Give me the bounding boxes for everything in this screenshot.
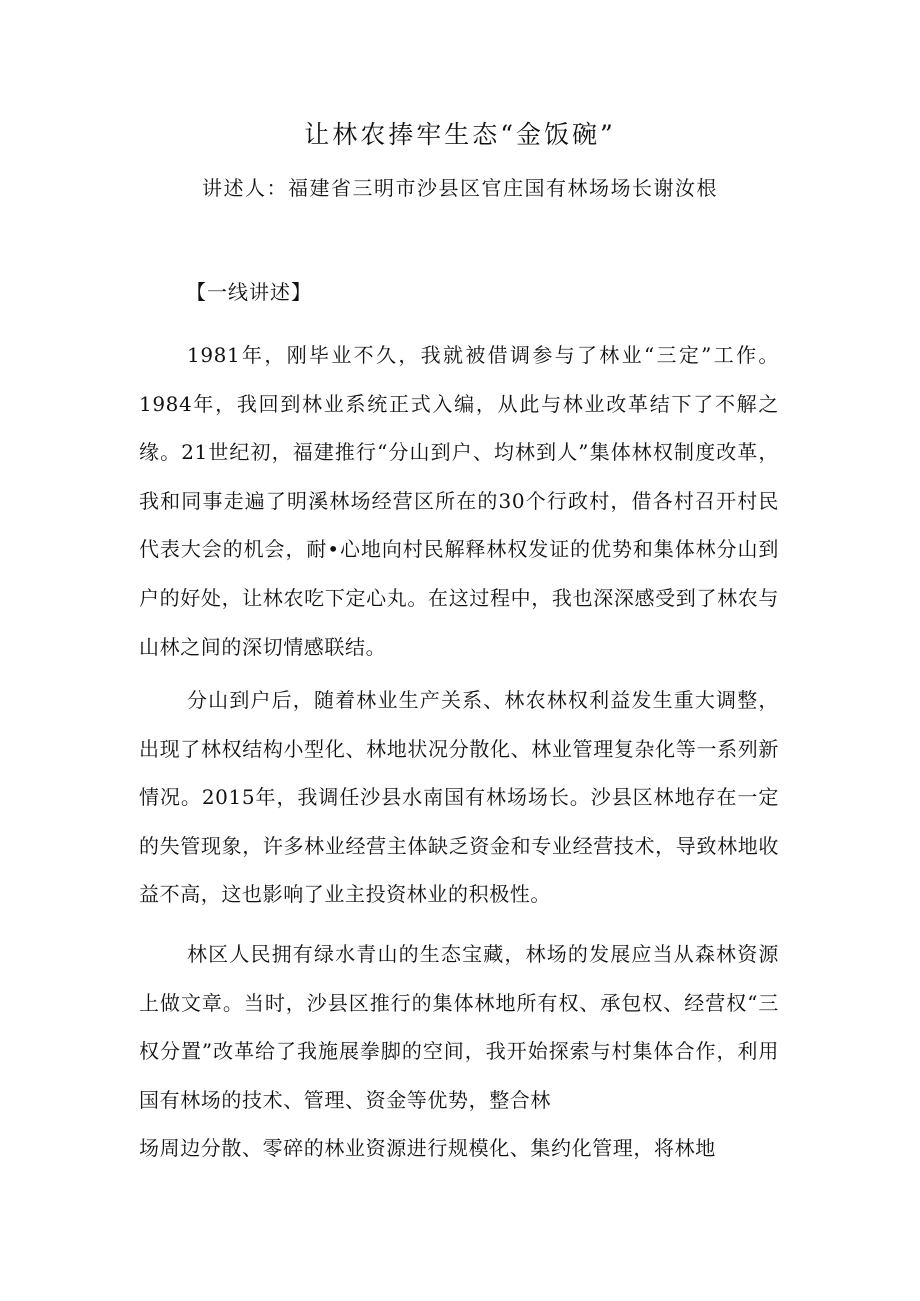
paragraph-1: 1981年，刚毕业不久，我就被借调参与了林业“三定”工作。1984年，我回到林业系统正式入编，从此与林业改革结下了不解之缘。21世纪初，福建推行“分山到户、均林到人”集体林权制度改革，我和同事走遍了明溪林场经营区所在的30个行政村，借各村召开村民代表大会的机会，耐•心地向村民解释林权发证的优势和集体林分山到户的好处，让林农吃下定心丸。在这过程中，我也深深感受到了林农与山林之间的深切情感联结。 — [139, 343, 779, 659]
paragraph-3-part-a: 林区人民拥有绿水青山的生态宝藏，林场的发展应当从森林资源上做文章。当时，沙县区推行的集体林地所有权、承包权、经营权“三权分置”改革给了我施展拳脚的空间，我开始探索与村集体合作，利用国有林场的技术、管理、资金等优势，整合林 — [139, 942, 779, 1112]
document-title: 让林农捧牢生态“金饭碗” — [304, 120, 616, 149]
paragraph-3 — [139, 930, 779, 1173]
narrator-line: 讲述人：福建省三明市沙县区官庄国有林场场长谢汝根 — [202, 176, 718, 200]
paragraph-3-part-b: 场周边分散、零碎的林业资源进行规模化、集约化管理，将林地 — [139, 1136, 716, 1161]
section-heading: 【一线讲述】 — [186, 280, 312, 304]
paragraph-2: 分山到户后，随着林业生产关系、林农林权利益发生重大调整，出现了林权结构小型化、林地状况分散化、林业管理复杂化等一系列新情况。2015年，我调任沙县水南国有林场场长。沙县区林地存在一定的失管现象，许多林业经营主体缺乏资金和专业经营技术，导致林地收益不高，这也影响了业主投资林业的积极性。 — [139, 688, 779, 907]
